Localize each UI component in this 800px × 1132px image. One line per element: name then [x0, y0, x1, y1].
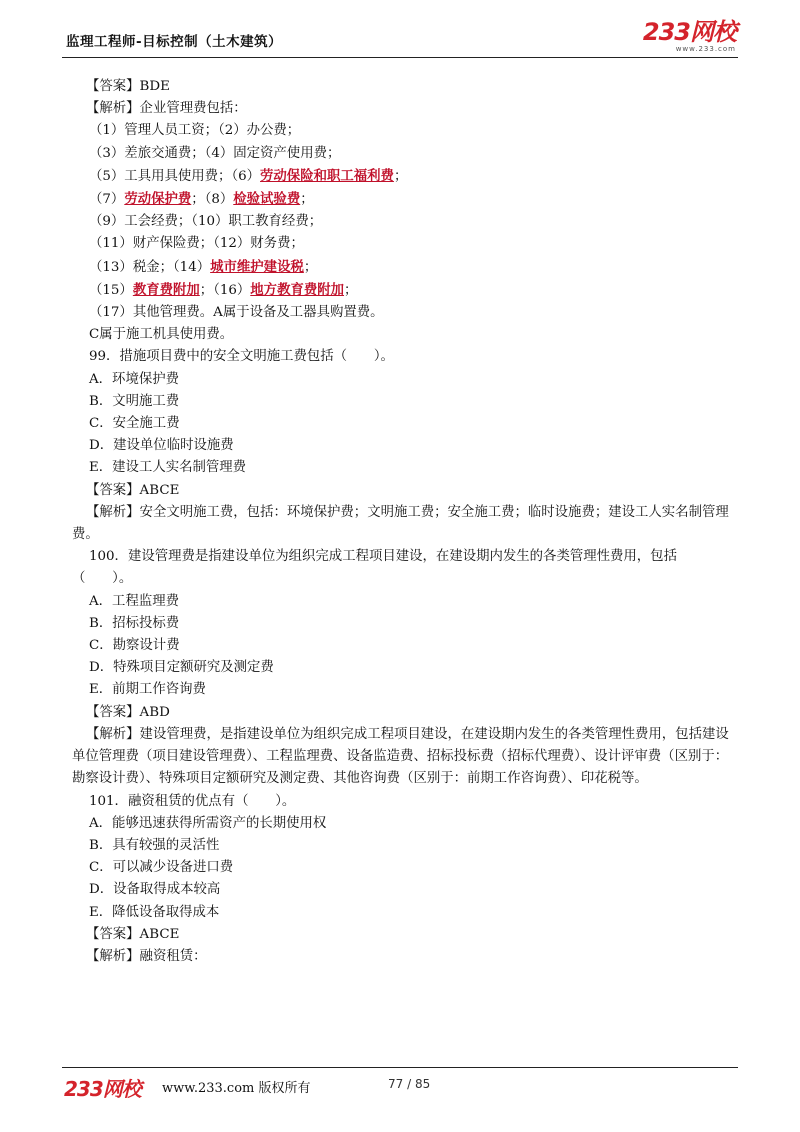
analysis-paragraph — [72, 724, 736, 791]
analysis-line: 【解析】企业管理费包括： — [86, 101, 247, 117]
footer-logo: 233网校 — [64, 1077, 141, 1101]
document-body — [72, 76, 736, 968]
list-item — [72, 165, 736, 188]
page-number: 77 / 85 — [388, 1077, 431, 1091]
text-run: ； — [393, 168, 408, 184]
answer-line: 【答案】ABCE — [86, 926, 180, 942]
text-run: （13）税金；（14） — [89, 259, 211, 275]
analysis-text: 【解析】安全文明施工费，包括：环境保护费；文明施工费；安全施工费；临时设施费；建设工人实名制管理费。 — [72, 504, 729, 543]
answer-line: 【答案】BDE — [86, 79, 170, 94]
text-run: （15） — [89, 282, 133, 298]
list-item: （1）管理人员工资；（2）办公费； — [89, 123, 301, 139]
option-a: A．能够迅速获得所需资产的长期使用权 — [89, 815, 327, 831]
analysis-line: 【解析】融资租赁： — [86, 948, 207, 964]
logo-url: www.233.com — [675, 45, 736, 53]
option-a: A．工程监理费 — [89, 593, 180, 609]
footer-divider — [62, 1067, 738, 1068]
highlight-term: 城市维护建设税 — [210, 258, 304, 275]
option-d: D．设备取得成本较高 — [89, 882, 221, 898]
list-item — [72, 256, 736, 279]
highlight-term: 教育费附加 — [132, 281, 200, 298]
list-item — [72, 188, 736, 211]
logo-text: 233网校 — [642, 18, 736, 46]
page-footer — [62, 1073, 738, 1101]
answer-line: 【答案】ABD — [86, 704, 170, 720]
text-run: ；（8） — [191, 192, 234, 208]
list-item: C属于施工机具使用费。 — [89, 327, 234, 343]
option-a: A．环境保护费 — [89, 371, 180, 387]
header-divider — [62, 57, 738, 58]
option-b: B．招标投标费 — [89, 615, 180, 631]
question-101: 101．融资租赁的优点有（ ）。 — [89, 793, 296, 809]
option-c: C．勘察设计费 — [89, 638, 180, 654]
text-run: ；（16） — [199, 282, 251, 298]
text-run: （7） — [89, 192, 125, 208]
analysis-paragraph — [72, 502, 736, 546]
question-text: 100．建设管理费是指建设单位为组织完成工程项目建设，在建设期内发生的各类管理性费用，包括（ ）。 — [72, 549, 677, 587]
option-b: B．具有较强的灵活性 — [89, 837, 220, 853]
option-c: C．可以减少设备进口费 — [89, 860, 234, 876]
list-item: （17）其他管理费。A属于设备及工器具购置费。 — [89, 305, 384, 321]
answer-line: 【答案】ABCE — [86, 482, 180, 498]
highlight-term: 劳动保险和职工福利费 — [260, 167, 394, 184]
analysis-text: 【解析】建设管理费，是指建设单位为组织完成工程项目建设，在建设期内发生的各类管理性费用，包括建设单位管理费（项目建设管理费）、工程监理费、设备监造费、招标投标费（招标代理费）、设计评审费（区别于：勘察设计费）、特殊项目定额研究及测定费、其他咨询费（区别于：前期工作咨询费）、印花税等。 — [72, 726, 729, 787]
question-100 — [72, 546, 736, 590]
option-d: D．建设单位临时设施费 — [89, 438, 234, 454]
page-header — [62, 18, 738, 54]
option-e: E．前期工作咨询费 — [89, 682, 206, 698]
text-run: ； — [300, 192, 314, 208]
footer-copyright: www.233.com 版权所有 — [162, 1081, 311, 1096]
list-item: （3）差旅交通费；（4）固定资产使用费； — [89, 145, 341, 161]
list-item: （11）财产保险费；（12）财务费； — [89, 236, 304, 252]
highlight-term: 地方教育费附加 — [250, 281, 345, 298]
option-e: E．建设工人实名制管理费 — [89, 460, 247, 476]
header-title: 监理工程师-目标控制（土木建筑） — [66, 34, 283, 50]
text-run: ； — [303, 259, 318, 275]
list-item — [72, 279, 736, 302]
text-run: （5）工具用具使用费；（6） — [89, 168, 261, 184]
text-run: ； — [344, 282, 358, 298]
brand-logo — [643, 20, 736, 53]
list-item: （9）工会经费；（10）职工教育经费； — [89, 214, 323, 230]
option-b: B．文明施工费 — [89, 393, 180, 409]
question-99: 99．措施项目费中的安全文明施工费包括（ ）。 — [89, 349, 394, 365]
highlight-term: 劳动保护费 — [124, 191, 192, 208]
option-d: D．特殊项目定额研究及测定费 — [89, 660, 274, 676]
highlight-term: 检验试验费 — [233, 191, 301, 208]
option-c: C．安全施工费 — [89, 416, 180, 432]
option-e: E．降低设备取得成本 — [89, 904, 220, 920]
